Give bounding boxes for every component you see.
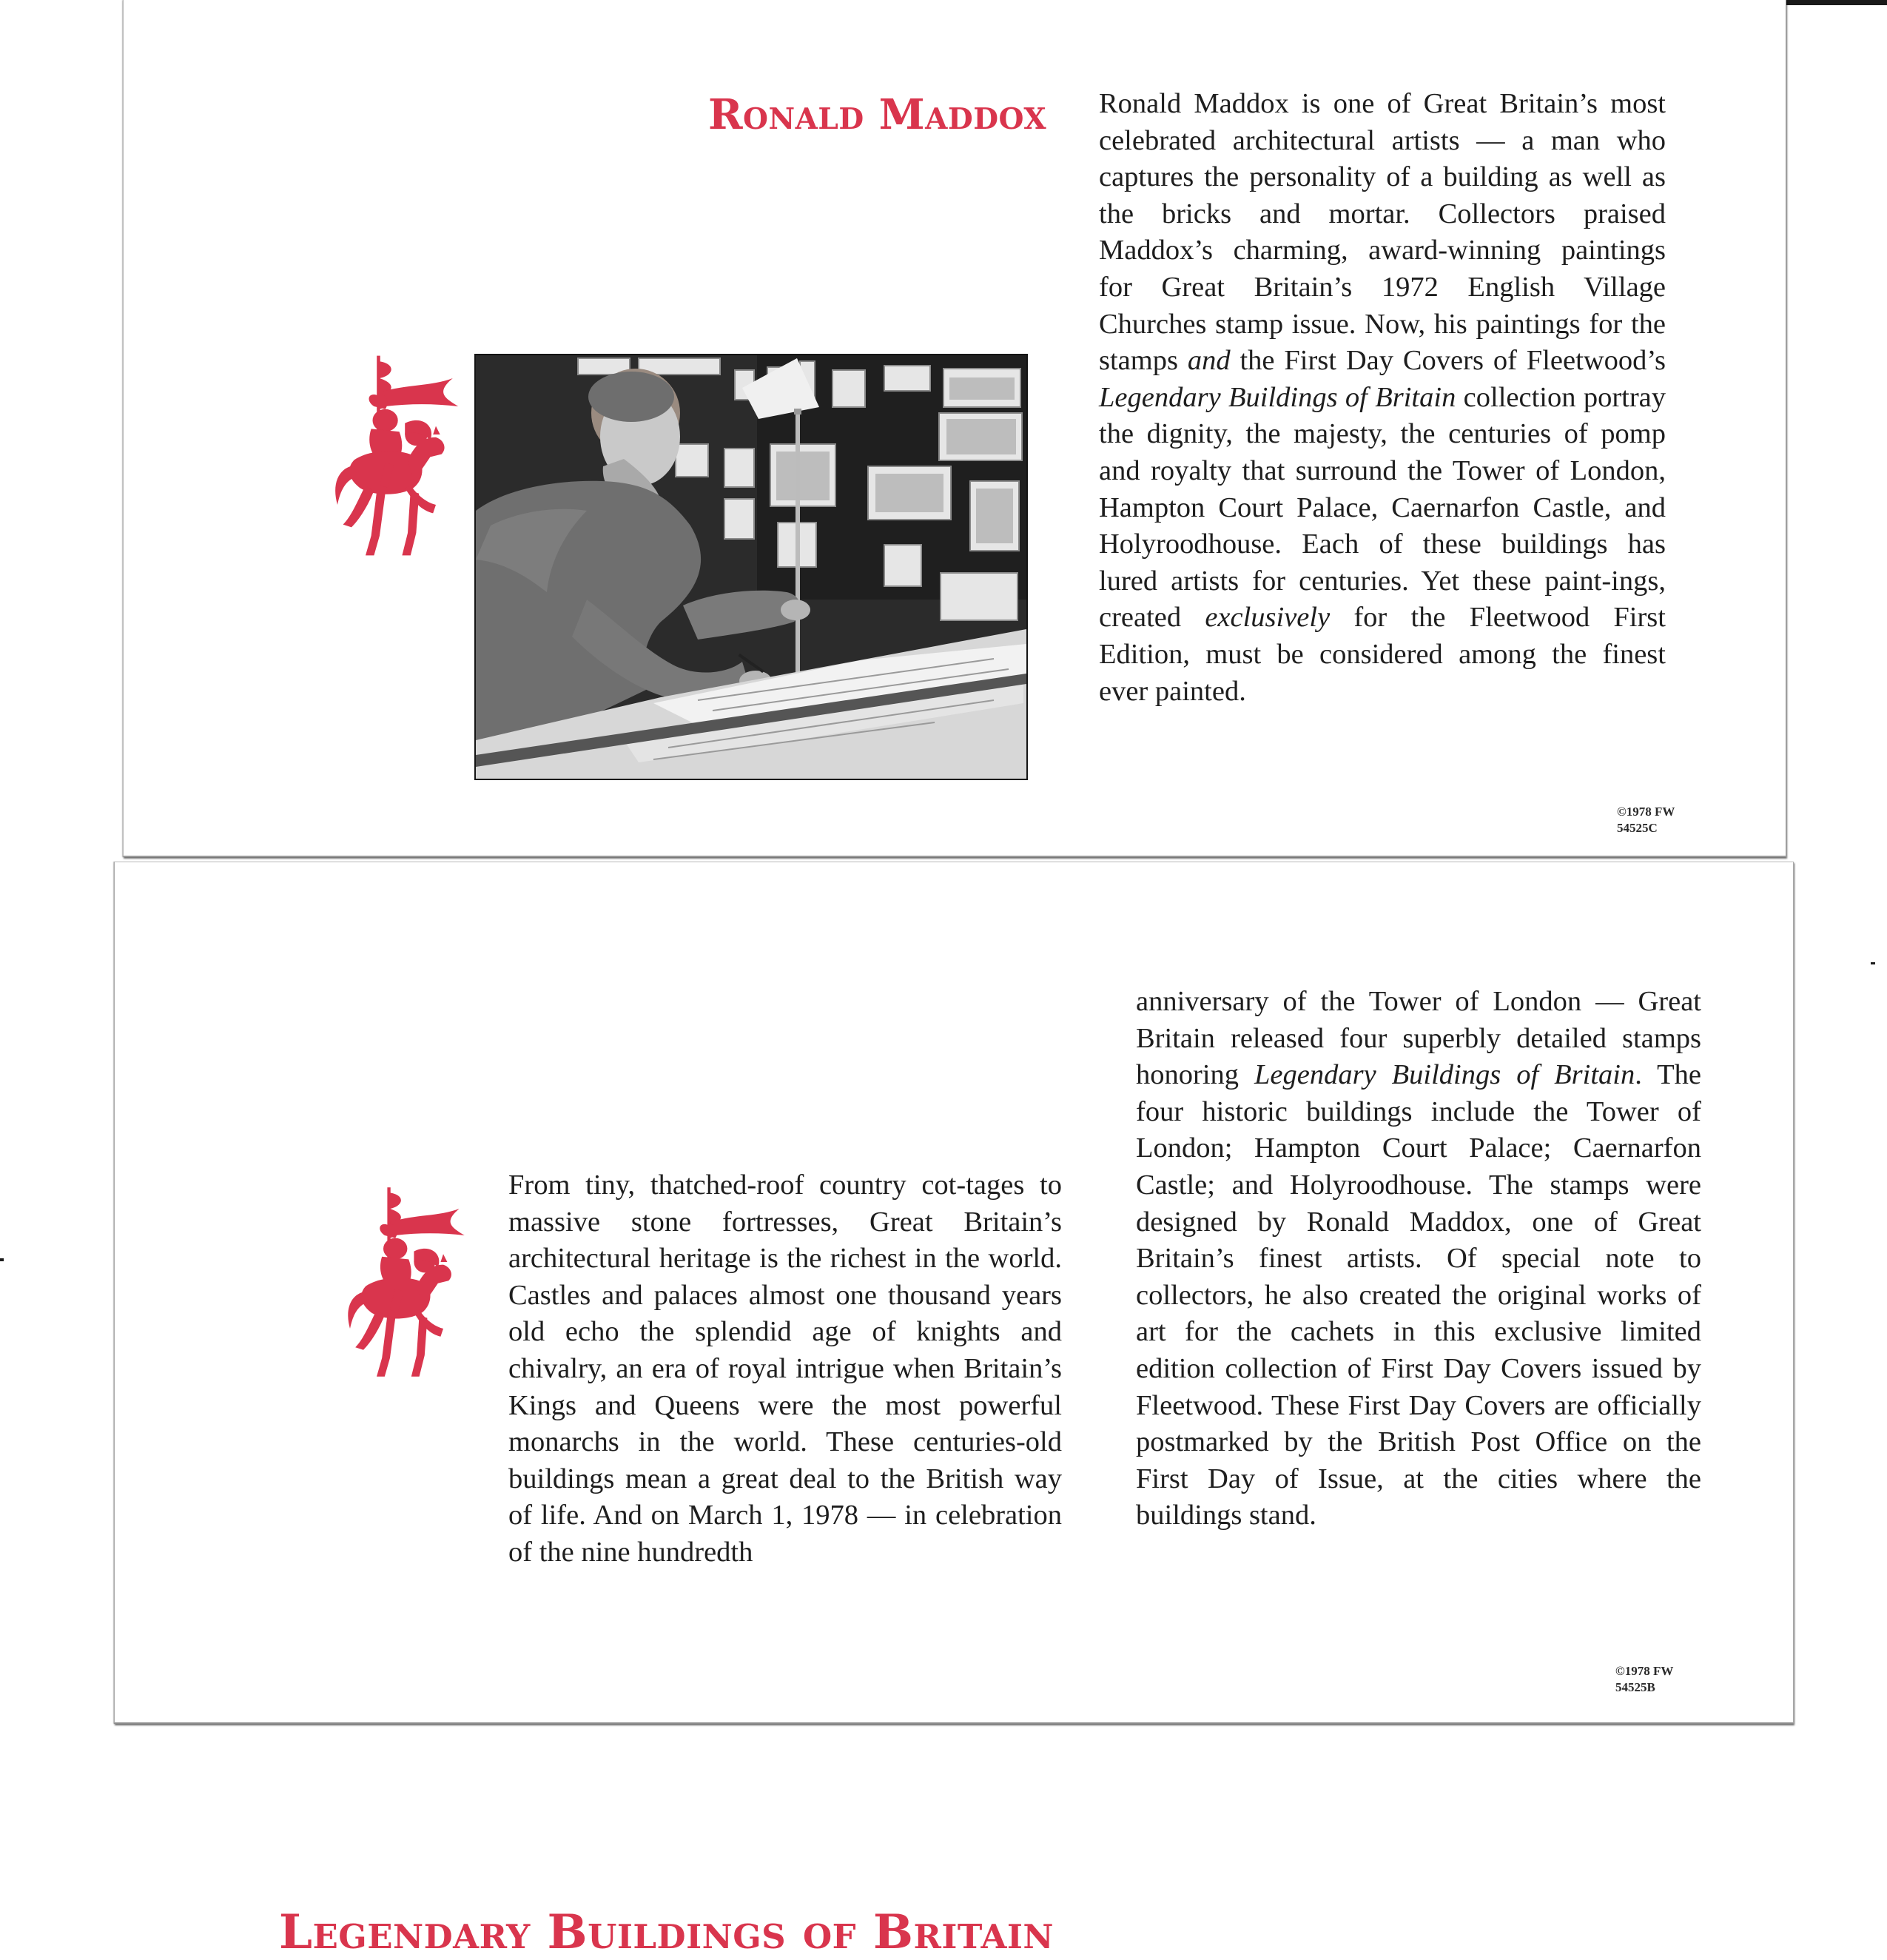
collection-text-column-1: From tiny, thatched-roof country cot-tages to massive stone fortresses, Great Britain’s architectural heritage is the richest in the world. Castles and palaces almost one thousand years old echo the splendid age of knights and chivalry, an era of royal intrigue when Britain’s Kings and Queens were the most powerful monarchs in the world. These centuries-old buildings mean a great deal to the British way of life. And on March 1, 1978 — in celebration of the nine hundredth: [508, 1169, 1062, 1568]
italic-emphasis: Legendary Buildings of Britain: [1099, 381, 1456, 413]
artist-card: [123, 0, 1786, 857]
italic-emphasis: exclusively: [1205, 602, 1331, 634]
mounted-knight-icon: [323, 348, 464, 577]
copyright-line: ©1978 FW: [1617, 805, 1675, 819]
copyright-notice: [1615, 1663, 1673, 1696]
scan-edge-mark: [1871, 962, 1875, 964]
mounted-knight-icon: [337, 1179, 470, 1398]
artist-photo-image: [476, 355, 1026, 779]
collection-card: [114, 862, 1794, 1960]
catalog-number: 54525B: [1615, 1680, 1655, 1694]
italic-emphasis: and: [1187, 345, 1231, 377]
collection-text-column-2: anniversary of the Tower of London — Great Britain released four superbly detailed stamps honoring Legendary Buildings of Britain. The four historic buildings include the Tower of London; Hampton Court Palace; Caernarfon Castle; and Holyroodhouse. The stamps were designed by Ronald Maddox, one of Great Britain’s finest artists. Of special note to collectors, he also created the original works of art for the cachets in this exclusive limited edition collection of First Day Covers issued by Fleetwood. These First Day Covers are officially postmarked by the British Post Office on the First Day of Issue, at the cities where the buildings stand.: [1136, 986, 1701, 1531]
catalog-number: 54525C: [1617, 821, 1658, 835]
copyright-notice: [1617, 804, 1675, 836]
italic-emphasis: Legendary Buildings of Britain: [1254, 1059, 1635, 1091]
copyright-line: ©1978 FW: [1615, 1664, 1674, 1678]
collection-heading: Legendary Buildings of Britain: [279, 1904, 1054, 1960]
artist-heading: Ronald Maddox: [708, 90, 1047, 139]
scan-edge-mark: [1785, 0, 1887, 5]
scan-edge-mark: [0, 1258, 4, 1261]
artist-biography: Ronald Maddox is one of Great Britain’s most celebrated architectural artists — a man who captures the personality of a building as well as the bricks and mortar. Collectors praised Maddox’s charming, award-winning paintings for Great Britain’s 1972 English Village Churches stamp issue. Now, his paintings for the stamps and the First Day Covers of Fleetwood’s Legendary Buildings of Britain collection portray the dignity, the majesty, the centuries of pomp and royalty that surround the Tower of London, Hampton Court Palace, Caernarfon Castle, and Holyroodhouse. Each of these buildings has lured artists for centuries. Yet these paint-ings, created exclusively for the Fleetwood First Edition, must be considered among the finest ever painted.: [1099, 88, 1666, 707]
artist-photo: [474, 354, 1028, 780]
